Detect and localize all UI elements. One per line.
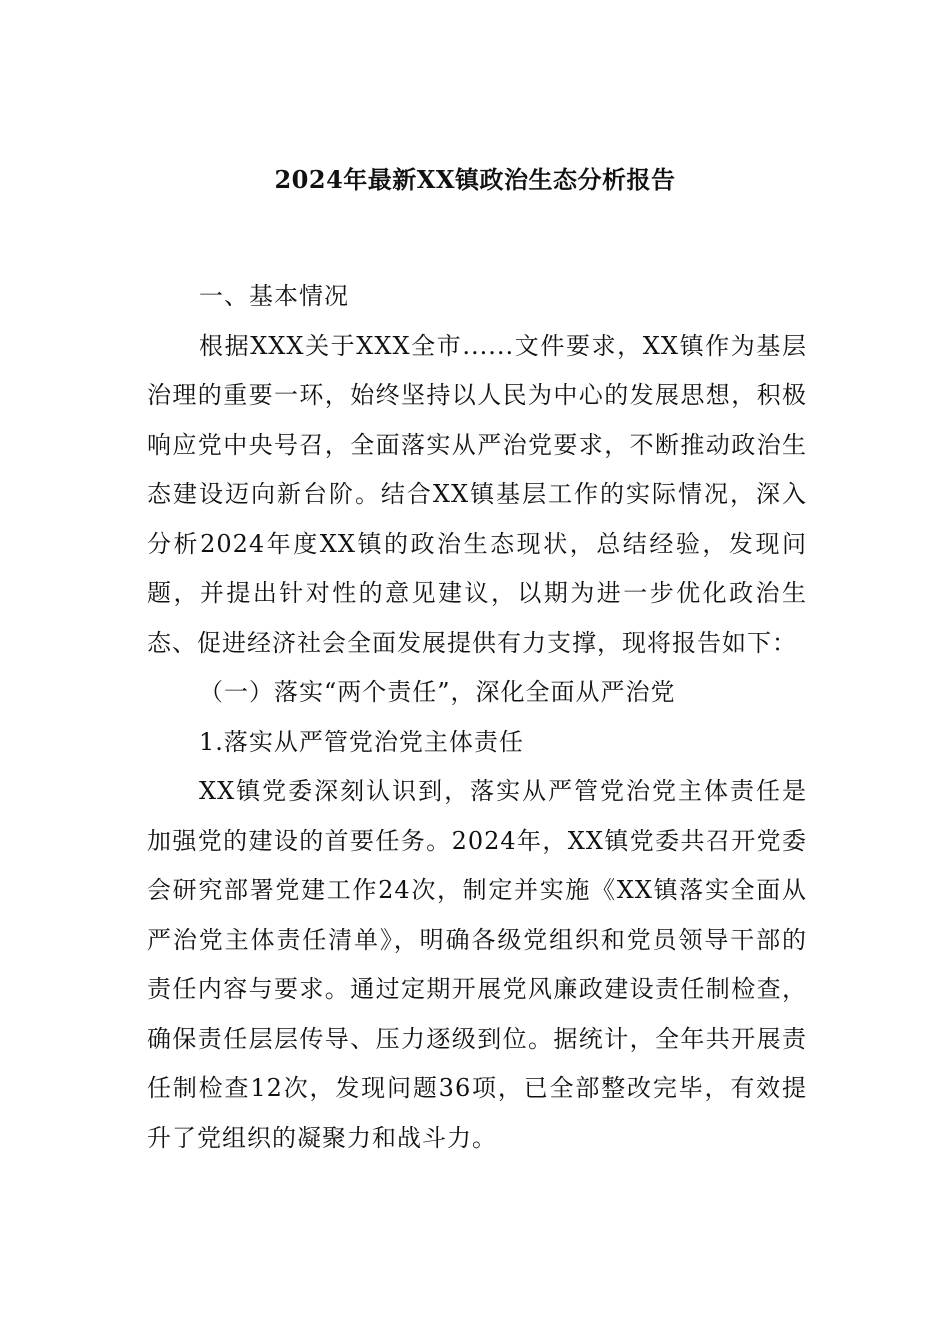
item-heading-main-responsibility: 1.落实从严管党治党主体责任 bbox=[199, 727, 524, 756]
main-responsibility-paragraph: XX镇党委深刻认识到，落实从严管党治党主体责任是加强党的建设的首要任务。2024年，XX镇党委共召开党委会研究部署党建工作24次，制定并实施《XX镇落实全面从严治党主体责任清单》，明确各级党组织和党员领导干部的责任内容与要求。通过定期开展党风廉政建设责任制检查，确保责任层层传导、压力逐级到位。据统计，全年共开展责任制检查12次，发现问题36项，已全部整改完毕，有效提升了党组织的凝聚力和战斗力。 bbox=[147, 777, 807, 1152]
subsection-heading-two-responsibilities: （一）落实“两个责任”，深化全面从严治党 bbox=[199, 678, 676, 706]
section-heading-basic-situation: 一、基本情况 bbox=[199, 282, 349, 310]
document-body bbox=[147, 272, 807, 1163]
intro-paragraph: 根据XXX关于XXX全市......文件要求，XX镇作为基层治理的重要一环，始终坚持以人民为中心的发展思想，积极响应党中央号召，全面落实从严治党要求，不断推动政治生态建设迈向新台阶。结合XX镇基层工作的实际情况，深入分析2024年度XX镇的政治生态现状，总结经验，发现问题，并提出针对性的意见建议，以期为进一步优化政治生态、促进经济社会全面发展提供有力支撑，现将报告如下： bbox=[147, 331, 807, 657]
document-title: 2024年最新XX镇政治生态分析报告 bbox=[274, 165, 676, 194]
